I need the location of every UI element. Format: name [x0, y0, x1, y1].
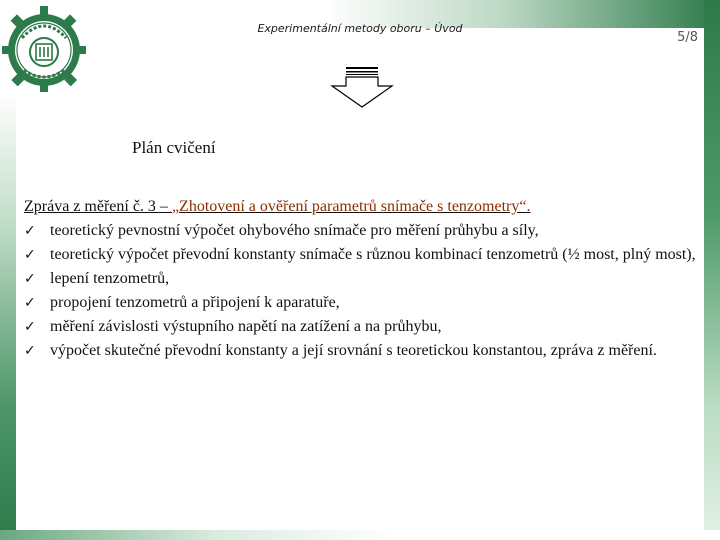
down-arrow-icon	[330, 66, 394, 108]
gear-logo-icon	[2, 0, 86, 94]
list-item-text: teoretický pevnostní výpočet ohybového snímače pro měření průhybu a síly,	[50, 222, 539, 239]
list-item-text: měření závislosti výstupního napětí na zatížení a na průhybu,	[50, 318, 442, 335]
list-item-text: propojení tenzometrů a připojení k aparatuře,	[50, 294, 340, 311]
check-icon: ✓	[24, 295, 36, 311]
check-icon: ✓	[24, 271, 36, 287]
list-item	[24, 244, 704, 266]
report-prefix: Zpráva z měření č. 3 –	[24, 198, 172, 215]
task-list	[24, 220, 704, 362]
report-name: „Zhotovení a ověření parametrů snímače s tenzometry“.	[171, 198, 531, 215]
list-item-text: lepení tenzometrů,	[50, 270, 170, 287]
slide-title: Plán cvičení	[132, 138, 216, 157]
check-icon: ✓	[24, 319, 36, 335]
list-item-text: teoretický výpočet převodní konstanty snímače s různou kombinací tenzometrů (½ most, plný most),	[50, 246, 696, 263]
check-icon: ✓	[24, 223, 36, 239]
list-item	[24, 340, 704, 362]
list-item	[24, 220, 704, 242]
bottom-gradient-band	[0, 530, 720, 540]
header-title: Experimentální metody oboru – Úvod	[257, 22, 463, 35]
report-heading	[24, 196, 704, 218]
left-gradient-band	[0, 92, 16, 540]
check-icon: ✓	[24, 343, 36, 359]
list-item	[24, 292, 704, 314]
check-icon: ✓	[24, 247, 36, 263]
list-item	[24, 268, 704, 290]
slide-content	[24, 196, 704, 364]
list-item-text: výpočet skutečné převodní konstanty a její srovnání s teoretickou konstantou, zpráva z měření.	[50, 342, 657, 359]
page-number: 5/8	[677, 30, 698, 45]
right-gradient-band	[704, 0, 720, 540]
list-item	[24, 316, 704, 338]
